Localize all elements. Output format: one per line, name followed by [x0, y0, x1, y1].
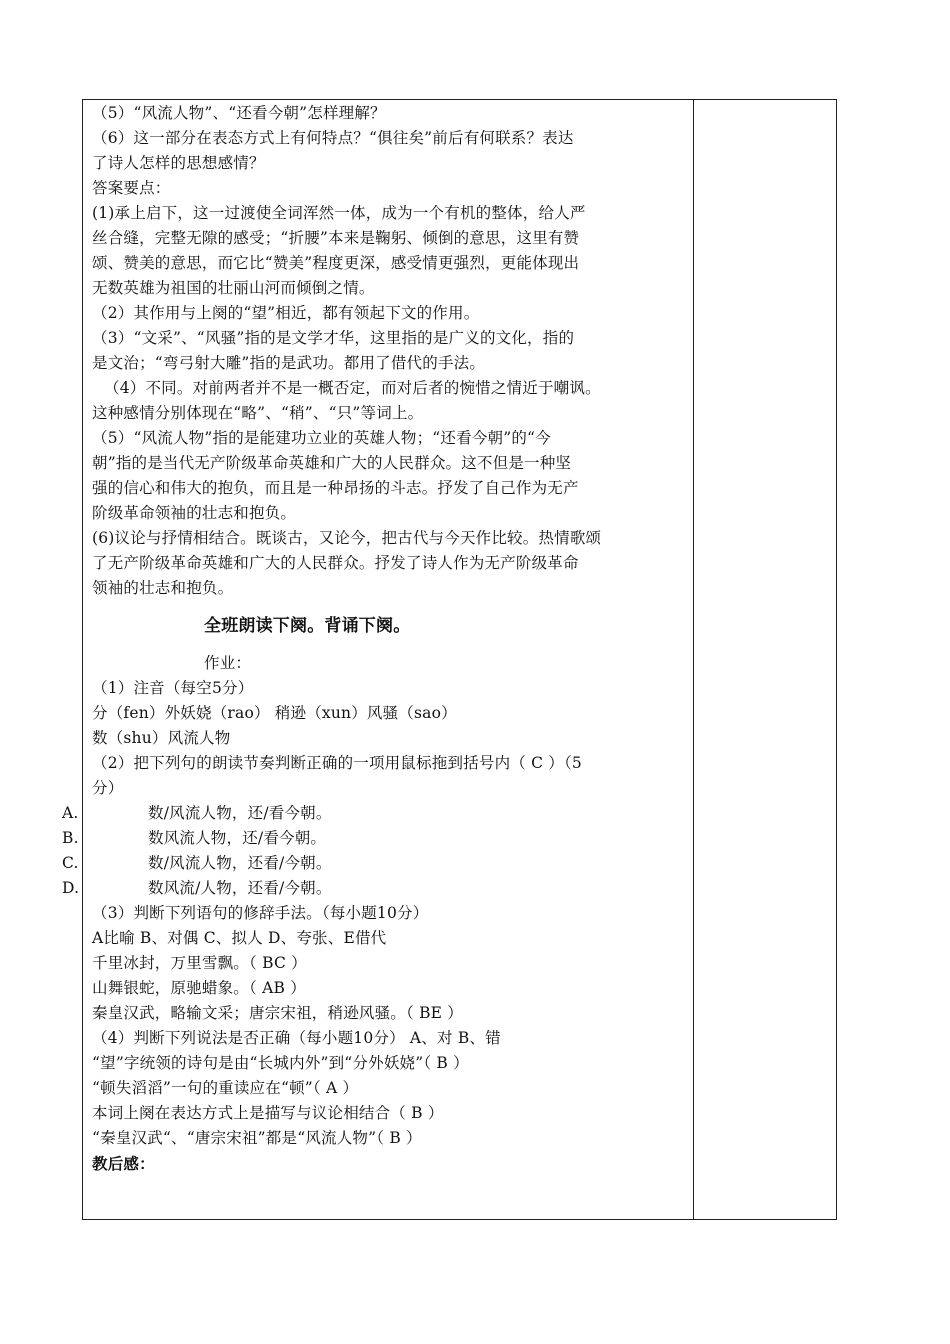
answers-heading: 答案要点：	[92, 179, 171, 197]
homework-1: （1）注音（每空5分）	[92, 679, 254, 697]
answer-6-line: (6)议论与抒情相结合。既谈古，又论今，把古代与今天作比较。热情歌颂	[92, 529, 602, 547]
option-text: 数/风流人物，还/看今朝。	[148, 804, 332, 822]
option-letter: A.	[62, 804, 79, 822]
homework-2-line-1: （2）把下列句的朗读节奏判断正确的一项用鼠标拖到括号内（ C ）（5	[92, 754, 582, 772]
option-a[interactable]	[62, 801, 688, 826]
lesson-content	[62, 101, 688, 1176]
answer-4-line: 这种感情分别体现在“略”、“稍”、“只”等词上。	[92, 404, 424, 422]
homework-3-choices: A比喻 B、对偶 C、拟人 D、夸张、E借代	[92, 929, 387, 947]
answer-6-line: 了无产阶级革命英雄和广大的人民群众。抒发了诗人作为无产阶级革命	[92, 554, 579, 572]
answer-5-line: 朝”指的是当代无产阶级革命英雄和广大的人民群众。这不但是一种坚	[92, 454, 572, 472]
homework-1-line-2: 数（shu）风流人物	[92, 729, 231, 747]
answer-1-line: (1)承上启下，这一过渡使全词浑然一体，成为一个有机的整体，给人严	[92, 204, 586, 222]
answer-2-line: （2）其作用与上阕的“望”相近，都有领起下文的作用。	[92, 304, 480, 322]
option-text: 数风流人物，还/看今朝。	[148, 829, 327, 847]
answer-3-line: 是文治；“弯弓射大雕”指的是武功。都用了借代的手法。	[92, 354, 486, 372]
homework-4: （4）判断下列说法是否正确（每小题10分） A、对 B、错	[92, 1029, 501, 1047]
option-c[interactable]	[62, 851, 688, 876]
homework-2-line-2: 分）	[92, 779, 124, 797]
homework-3-item: 山舞银蛇，原驰蜡象。（ AB ）	[92, 979, 306, 997]
column-divider	[693, 99, 694, 1220]
homework-4-item: “望”字统领的诗句是由“长城内外”到“分外妖娆”（ B ）	[92, 1054, 469, 1072]
homework-4-item: “秦皇汉武“、“唐宗宋祖”都是“风流人物”（ B ）	[92, 1129, 422, 1147]
homework-3-item: 千里冰封，万里雪飘。（ BC ）	[92, 954, 307, 972]
homework-title: 作业：	[204, 654, 252, 672]
answer-1-line: 无数英雄为祖国的壮丽山河而倾倒之情。	[92, 279, 375, 297]
class-activity: 全班朗读下阕。背诵下阕。	[204, 616, 411, 636]
answer-4-line: （4）不同。对前两者并不是一概否定，而对后者的惋惜之情近于嘲讽。	[104, 379, 601, 397]
option-letter: D.	[62, 879, 80, 897]
reflection-label: 教后感：	[92, 1154, 155, 1173]
answer-1-line: 颂、赞美的意思，而它比“赞美”程度更深，感受情更强烈，更能体现出	[92, 254, 580, 272]
option-d[interactable]	[62, 876, 688, 901]
answer-1-line: 丝合缝，完整无隙的感受；“折腰”本来是鞠躬、倾倒的意思，这里有赞	[92, 229, 580, 247]
question-6-line-2: 了诗人怎样的思想感情？	[92, 154, 265, 172]
answer-3-line: （3）“文采”、“风骚”指的是文学才华，这里指的是广义的文化，指的	[92, 329, 575, 347]
answer-5-line: 强的信心和伟大的抱负，而且是一种昂扬的斗志。抒发了自己作为无产	[92, 479, 579, 497]
question-5: （5）“风流人物”、“还看今朝”怎样理解？	[92, 104, 386, 122]
option-text: 数/风流人物，还看/今朝。	[148, 854, 332, 872]
homework-4-item: 本词上阕在表达方式上是描写与议论相结合（ B ）	[92, 1104, 444, 1122]
answer-5-line: （5）“风流人物”指的是能建功立业的英雄人物；“还看今朝”的“今	[92, 429, 551, 447]
option-letter: C.	[62, 854, 79, 872]
answer-5-line: 阶级革命领袖的壮志和抱负。	[92, 504, 297, 522]
answer-6-line: 领袖的壮志和抱负。	[92, 579, 234, 597]
homework-3-item: 秦皇汉武，略输文采；唐宗宋祖，稍逊风骚。（ BE ）	[92, 1004, 464, 1022]
option-b[interactable]	[62, 826, 688, 851]
question-6-line-1: （6）这一部分在表态方式上有何特点？“俱往矣”前后有何联系？表达	[92, 129, 574, 147]
homework-3: （3）判断下列语句的修辞手法。（每小题10分）	[92, 904, 429, 922]
option-text: 数风流/人物，还看/今朝。	[148, 879, 332, 897]
homework-1-line-1: 分（fen）外妖娆（rao） 稍逊（xun）风骚（sao）	[92, 704, 457, 722]
option-letter: B.	[62, 829, 79, 847]
homework-4-item: “顿失滔滔”一句的重读应在“顿”（ A ）	[92, 1079, 359, 1097]
